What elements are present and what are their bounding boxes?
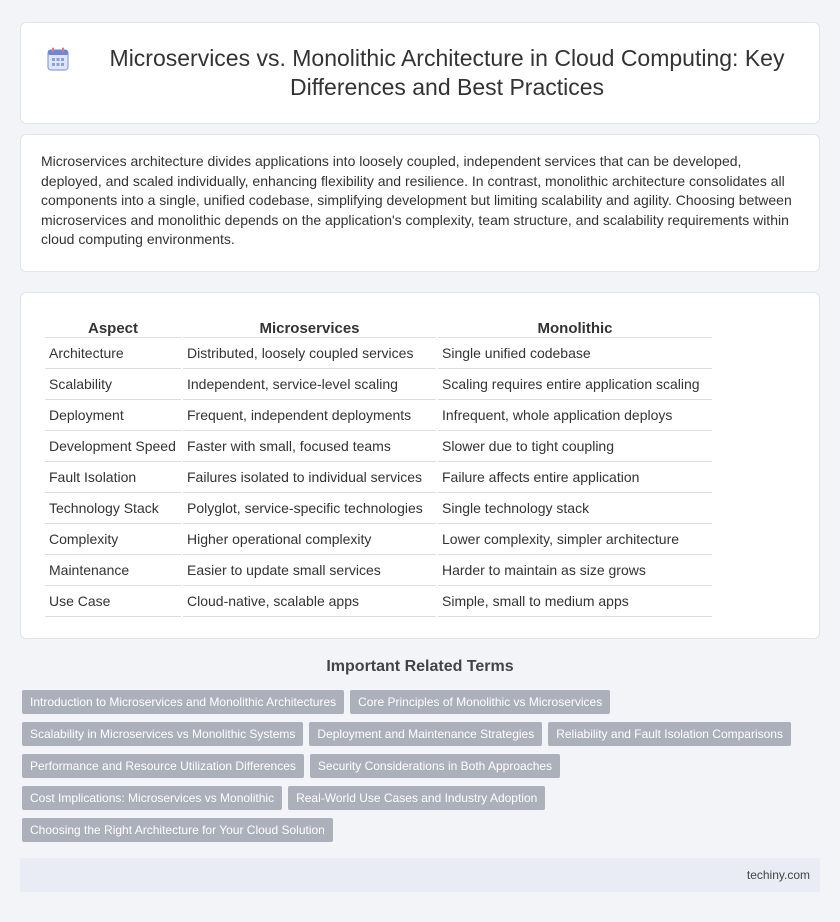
cell-monolithic: Infrequent, whole application deploys	[438, 400, 712, 431]
cell-microservices: Polyglot, service-specific technologies	[183, 493, 436, 524]
cell-microservices: Independent, service-level scaling	[183, 369, 436, 400]
table-row	[45, 462, 712, 493]
cell-aspect: Technology Stack	[45, 493, 181, 524]
cell-monolithic: Simple, small to medium apps	[438, 586, 712, 617]
cell-monolithic: Lower complexity, simpler architecture	[438, 524, 712, 555]
header-monolithic: Monolithic	[438, 316, 712, 338]
cell-monolithic: Slower due to tight coupling	[438, 431, 712, 462]
related-term-tag[interactable]: Deployment and Maintenance Strategies	[309, 722, 542, 746]
cell-aspect: Use Case	[45, 586, 181, 617]
related-term-tag[interactable]: Scalability in Microservices vs Monolithic Systems	[22, 722, 303, 746]
cell-microservices: Failures isolated to individual services	[183, 462, 436, 493]
related-term-tag[interactable]: Choosing the Right Architecture for Your Cloud Solution	[22, 818, 333, 842]
cell-aspect: Deployment	[45, 400, 181, 431]
related-term-tag[interactable]: Real-World Use Cases and Industry Adoption	[288, 786, 545, 810]
cell-aspect: Architecture	[45, 338, 181, 369]
table-row	[45, 369, 712, 400]
cell-aspect: Fault Isolation	[45, 462, 181, 493]
comparison-card	[20, 292, 820, 639]
related-term-tag[interactable]: Performance and Resource Utilization Differences	[22, 754, 304, 778]
header-card	[20, 22, 820, 124]
intro-paragraph: Microservices architecture divides applications into loosely coupled, independent services that can be developed, deployed, and scaled individually, enhancing flexibility and resilience. In contrast, monolithic architecture consolidates all components into a single, unified codebase, simplifying development but limiting scalability and agility. Choosing between microservices and monolithic depends on the application's complexity, team structure, and scalability requirements within cloud computing environments.	[41, 153, 792, 247]
page-title: Microservices vs. Monolithic Architecture in Cloud Computing: Key Differences and Best Practices	[109, 45, 785, 100]
cell-aspect: Complexity	[45, 524, 181, 555]
table-row	[45, 524, 712, 555]
cell-microservices: Higher operational complexity	[183, 524, 436, 555]
cell-microservices: Cloud-native, scalable apps	[183, 586, 436, 617]
table-row	[45, 338, 712, 369]
table-row	[45, 431, 712, 462]
header-aspect: Aspect	[45, 316, 181, 338]
related-terms-list	[22, 690, 822, 842]
cell-aspect: Development Speed	[45, 431, 181, 462]
cell-microservices: Frequent, independent deployments	[183, 400, 436, 431]
cell-microservices: Faster with small, focused teams	[183, 431, 436, 462]
related-terms-title: Important Related Terms	[326, 658, 514, 675]
table-row	[45, 555, 712, 586]
intro-card	[20, 134, 820, 272]
cell-aspect: Scalability	[45, 369, 181, 400]
cell-microservices: Distributed, loosely coupled services	[183, 338, 436, 369]
header-microservices: Microservices	[183, 316, 436, 338]
cell-monolithic: Single unified codebase	[438, 338, 712, 369]
table-row	[45, 586, 712, 617]
related-term-tag[interactable]: Introduction to Microservices and Monolithic Architectures	[22, 690, 344, 714]
comparison-table	[43, 316, 714, 617]
cell-monolithic: Harder to maintain as size grows	[438, 555, 712, 586]
table-row	[45, 400, 712, 431]
table-row	[45, 493, 712, 524]
related-term-tag[interactable]: Core Principles of Monolithic vs Microservices	[350, 690, 610, 714]
related-term-tag[interactable]: Reliability and Fault Isolation Comparisons	[548, 722, 791, 746]
related-term-tag[interactable]: Security Considerations in Both Approaches	[310, 754, 560, 778]
footer	[20, 858, 820, 892]
calendar-icon	[47, 47, 69, 71]
related-term-tag[interactable]: Cost Implications: Microservices vs Monolithic	[22, 786, 282, 810]
cell-monolithic: Scaling requires entire application scaling	[438, 369, 712, 400]
cell-monolithic: Single technology stack	[438, 493, 712, 524]
cell-aspect: Maintenance	[45, 555, 181, 586]
table-header-row	[45, 316, 712, 338]
cell-monolithic: Failure affects entire application	[438, 462, 712, 493]
cell-microservices: Easier to update small services	[183, 555, 436, 586]
footer-brand[interactable]: techiny.com	[746, 868, 810, 882]
